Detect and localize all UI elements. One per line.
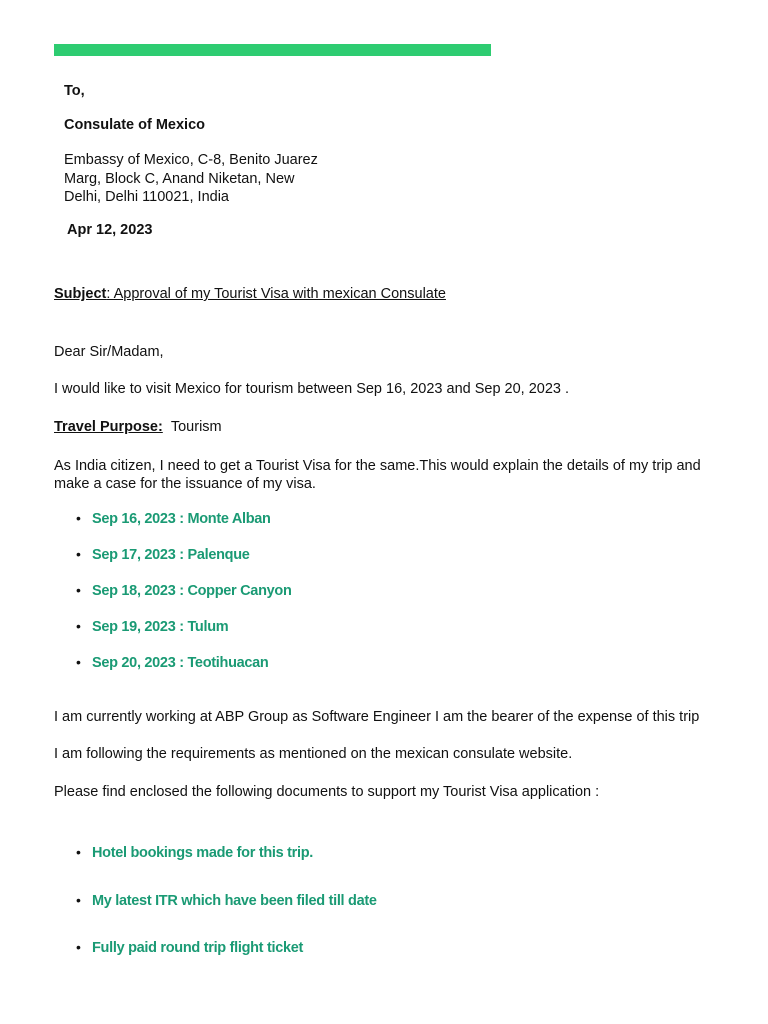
header-accent-bar <box>54 44 491 56</box>
itinerary-item: Sep 20, 2023 : Teotihuacan <box>92 655 269 671</box>
bullet-icon: • <box>76 582 81 598</box>
documents-list <box>76 844 377 987</box>
document-item: My latest ITR which have been filed till date <box>92 892 377 909</box>
travel-purpose-value: Tourism <box>170 419 222 435</box>
recipient-name: Consulate of Mexico <box>64 117 205 133</box>
document-item: Fully paid round trip flight ticket <box>92 940 304 956</box>
bullet-icon: • <box>76 618 81 634</box>
itinerary-list <box>76 510 292 690</box>
list-item <box>76 510 292 546</box>
list-item <box>76 844 377 892</box>
address-line: Delhi, Delhi 110021, India <box>64 189 229 205</box>
list-item <box>76 654 292 690</box>
bullet-icon: • <box>76 654 81 670</box>
itinerary-item: Sep 19, 2023 : Tulum <box>92 619 229 635</box>
visit-sentence: I would like to visit Mexico for tourism between Sep 16, 2023 and Sep 20, 2023 . <box>54 381 570 397</box>
travel-purpose-label: Travel Purpose: <box>54 419 163 435</box>
subject-label: Subject <box>54 286 107 302</box>
list-item <box>76 582 292 618</box>
greeting: Dear Sir/Madam, <box>54 344 164 360</box>
travel-purpose <box>54 419 222 435</box>
recipient-label: To, <box>64 83 85 99</box>
list-item <box>76 939 377 987</box>
address-line: Marg, Block C, Anand Niketan, New <box>64 170 295 187</box>
list-item <box>76 546 292 582</box>
citizen-paragraph: As India citizen, I need to get a Tourist Visa for the same.This would explain the details of my trip and make a case for the issuance of my visa. <box>54 458 701 492</box>
itinerary-item: Sep 18, 2023 : Copper Canyon <box>92 583 292 599</box>
list-item <box>76 892 377 940</box>
document-item: Hotel bookings made for this trip. <box>92 845 314 861</box>
requirements-sentence: I am following the requirements as mentioned on the mexican consulate website. <box>54 746 573 762</box>
list-item <box>76 618 292 654</box>
itinerary-item: Sep 17, 2023 : Palenque <box>92 547 250 563</box>
recipient-address <box>64 151 318 207</box>
address-line: Embassy of Mexico, C-8, Benito Juarez <box>64 152 318 168</box>
enclosed-sentence: Please find enclosed the following documents to support my Tourist Visa application : <box>54 784 600 800</box>
bullet-icon: • <box>76 939 81 955</box>
itinerary-item: Sep 16, 2023 : Monte Alban <box>92 511 271 527</box>
bullet-icon: • <box>76 546 81 562</box>
employment-sentence: I am currently working at ABP Group as Software Engineer I am the bearer of the expense of this trip <box>54 709 700 725</box>
letter-date: Apr 12, 2023 <box>67 222 153 238</box>
bullet-icon: • <box>76 844 81 860</box>
bullet-icon: • <box>76 891 81 908</box>
bullet-icon: • <box>76 510 81 526</box>
subject-line <box>54 286 446 302</box>
subject-text: : Approval of my Tourist Visa with mexican Consulate <box>106 286 446 302</box>
